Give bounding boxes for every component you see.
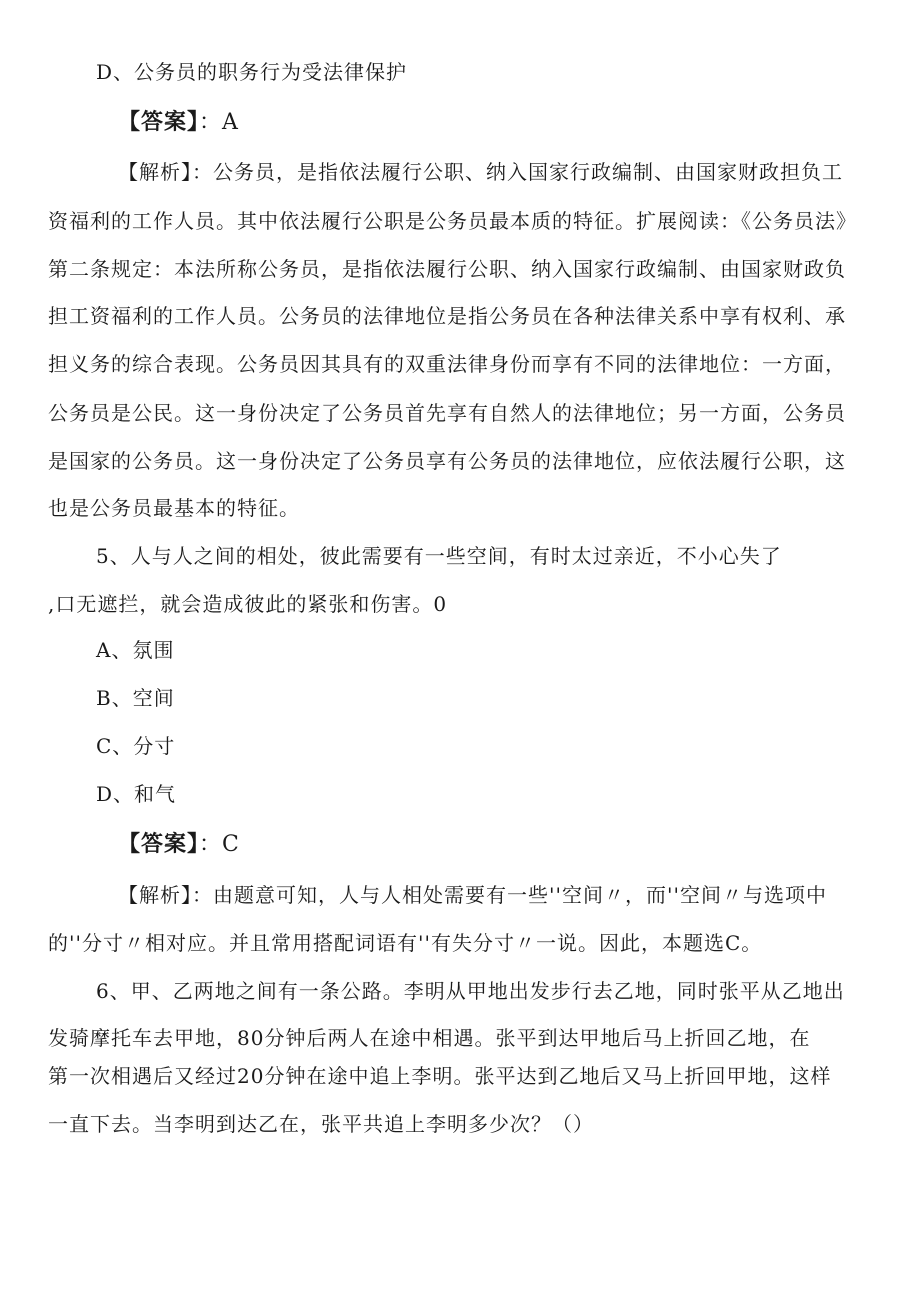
q4-analysis-line: 也是公务员最基本的特征。: [48, 496, 300, 520]
q4-analysis-line: 公务员是公民。这一身份决定了公务员首先享有自然人的法律地位；另一方面，公务员: [48, 401, 846, 425]
q4-analysis-line: 第二条规定：本法所称公务员，是指依法履行公职、纳入国家行政编制、由国家财政负: [48, 257, 846, 281]
q4-analysis-line: 【解析】：公务员，是指依法履行公职、纳入国家行政编制、由国家财政担负工: [118, 160, 843, 184]
q5-stem-line: ,口无遮拦，就会造成彼此的紧张和伤害。0: [48, 592, 448, 616]
q4-analysis-line: 是国家的公务员。这一身份决定了公务员享有公务员的法律地位，应依法履行公职，这: [48, 449, 846, 473]
q4-answer: [118, 110, 239, 136]
q5-option-b: B、空间: [96, 686, 175, 710]
q5-stem-line: 5、人与人之间的相处，彼此需要有一些空间，有时太过亲近，不小心失了: [96, 544, 782, 568]
q5-option-c: C、分寸: [96, 734, 176, 758]
q5-option-d: D、和气: [96, 782, 177, 806]
q6-stem-line: 发骑摩托车去甲地，80分钟后两人在途中相遇。张平到达甲地后马上折回乙地，在: [48, 1026, 811, 1050]
q4-analysis-line: 担工资福利的工作人员。公务员的法律地位是指公务员在各种法律关系中享有权利、承: [48, 304, 846, 328]
q5-analysis-line: 【解析】：由题意可知，人与人相处需要有一些''空间〃，而''空间〃与选项中: [118, 883, 827, 907]
q6-stem-line: 第一次相遇后又经过20分钟在途中追上李明。张平达到乙地后又马上折回甲地，这样: [48, 1064, 832, 1088]
q6-stem-line: 6、甲、乙两地之间有一条公路。李明从甲地出发步行去乙地，同时张平从乙地出: [96, 979, 845, 1003]
q4-analysis-line: 资福利的工作人员。其中依法履行公职是公务员最本质的特征。扩展阅读：《公务员法》: [48, 209, 857, 233]
q5-option-a: A、氛围: [96, 638, 175, 662]
q4-analysis-line: 担义务的综合表现。公务员因其具有的双重法律身份而享有不同的法律地位：一方面，: [48, 352, 846, 376]
q5-answer-value: ：C: [199, 832, 240, 857]
q5-answer: [118, 832, 240, 858]
q4-option-d: D、公务员的职务行为受法律保护: [96, 60, 408, 84]
q5-answer-label: 【答案】: [118, 832, 200, 857]
q4-answer-value: ：A: [199, 110, 239, 135]
q4-answer-label: 【答案】: [118, 110, 200, 135]
q5-analysis-line: 的''分寸〃相对应。并且常用搭配词语有''有失分寸〃一说。因此，本题选C。: [48, 931, 763, 955]
q6-stem-line: 一直下去。当李明到达乙在，张平共追上李明多少次？（）: [48, 1112, 594, 1136]
